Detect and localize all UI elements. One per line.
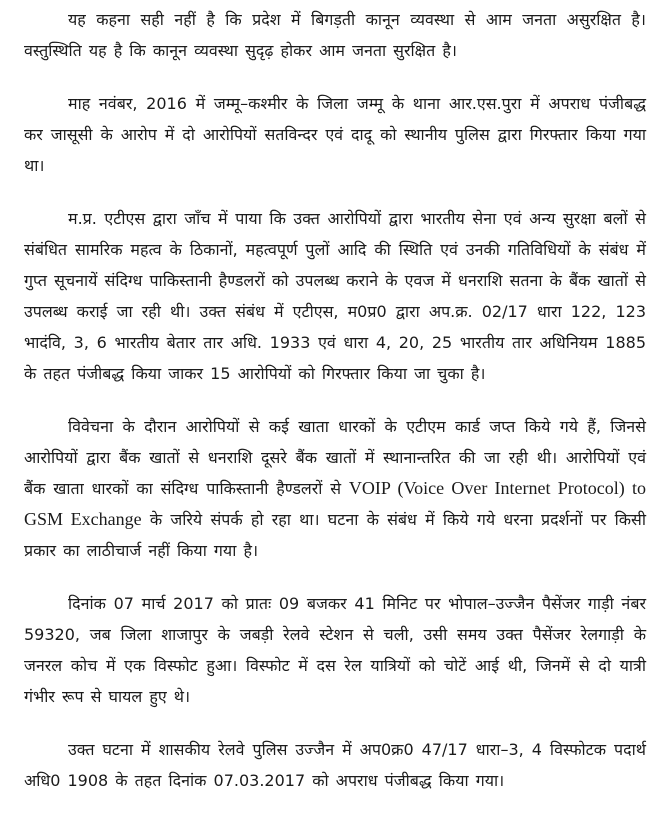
voip-term: VOIP (Voice Over Internet Protocol) to GSM Exchange bbox=[24, 478, 646, 529]
paragraph-atm-cards bbox=[24, 411, 646, 566]
paragraph-atm-cards-text-2: के जरिये संपर्क हो रहा था। घटना के संबंध में किये गये धरना प्रदर्शनों पर किसी प्रकार का लाठीचार्ज नहीं किया गया है। bbox=[24, 510, 646, 560]
paragraph-atm-cards-text-1: विवेचना के दौरान आरोपियों से कई खाता धारकों के एटीएम कार्ड जप्त किये गये हैं, जिनसे आरोपियों द्वारा बैंक खातों से धनराशि दूसरे बैंक खातों में स्थानान्तरित की जा रही थी। आरोपियों एवं बैंक खाता धारकों का संदिग्ध पाकिस्तानी हैण्डलरों से bbox=[24, 417, 646, 498]
paragraph-ats-investigation: म.प्र. एटीएस द्वारा जाँच में पाया कि उक्त आरोपियों द्वारा भारतीय सेना एवं अन्य सुरक्षा बलों से संबंधित सामरिक महत्व के ठिकानों, महत्वपूर्ण पुलों आदि की स्थिति एवं उनकी गतिविधियों के संबंध में गुप्त सूचनायें संदिग्ध पाकिस्तानी हैण्डलरों को उपलब्ध कराने के एवज में धनराशि सतना के बैंक खातों से उपलब्ध कराई जा रही थी। उक्त संबंध में एटीएस, म0प्र0 द्वारा अप.क्र. 02/17 धारा 122, 123 भादंवि, 3, 6 भारतीय बेतार तार अधि. 1933 एवं धारा 4, 20, 25 भारतीय तार अधिनियम 1885 के तहत पंजीबद्ध किया जाकर 15 आरोपियों को गिरफ्तार किया जा चुका है। bbox=[24, 209, 646, 383]
paragraph-train-blast: दिनांक 07 मार्च 2017 को प्रातः 09 बजकर 41 मिनिट पर भोपाल–उज्जैन पैसेंजर गाड़ी नंबर 59320, जब जिला शाजापुर के जबड़ी रेलवे स्टेशन से चली, उसी समय उक्त पैसेंजर रेलगाड़ी के जनरल कोच में एक विस्फोट हुआ। विस्फोट में दस रेल यात्रियों को चोटें आई थी, जिनमें से दो यात्री गंभीर रूप से घायल हुए थे। bbox=[24, 594, 646, 706]
paragraph-case-registered: उक्त घटना में शासकीय रेलवे पुलिस उज्जैन में अप0क्र0 47/17 धारा–3, 4 विस्फोटक पदार्थ अधि0 1908 के तहत दिनांक 07.03.2017 को अपराध पंजीबद्ध किया गया। bbox=[24, 740, 646, 790]
paragraph-jammu-arrest: माह नवंबर, 2016 में जम्मू–कश्मीर के जिला जम्मू के थाना आर.एस.पुरा में अपराध पंजीबद्ध कर जासूसी के आरोप में दो आरोपियों सतविन्दर एवं दादू को स्थानीय पुलिस द्वारा गिरफ्तार किया गया था। bbox=[24, 94, 646, 175]
paragraph-law-order: यह कहना सही नहीं है कि प्रदेश में बिगड़ती कानून व्यवस्था से आम जनता असुरक्षित है। वस्तुस्थिति यह है कि कानून व्यवस्था सुदृढ़ होकर आम जनता सुरक्षित है। bbox=[24, 10, 646, 60]
